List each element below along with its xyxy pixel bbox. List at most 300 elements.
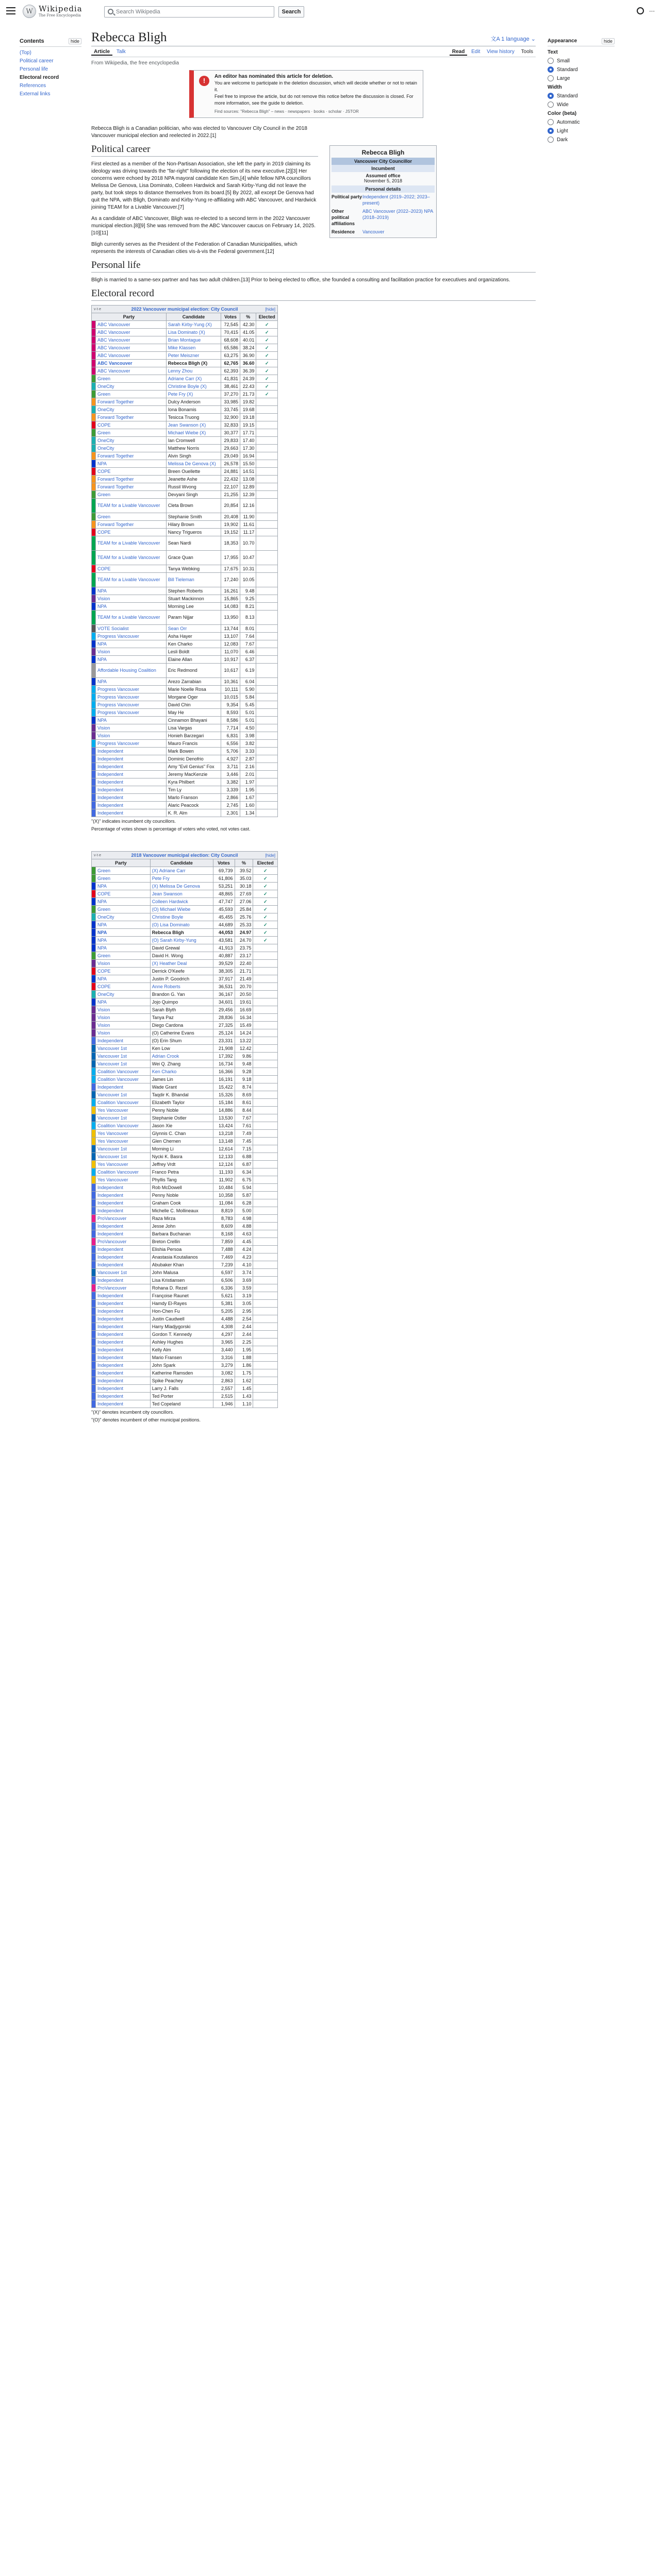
table-row	[92, 587, 278, 595]
party-cell[interactable]: Coalition Vancouver	[96, 1122, 151, 1130]
percent-cell: 21.71	[235, 968, 253, 975]
party-cell[interactable]: COPE	[96, 565, 167, 573]
table-row	[92, 664, 278, 678]
party-cell[interactable]: Independent	[96, 748, 167, 755]
party-cell[interactable]: Independent	[96, 1369, 151, 1377]
party-cell[interactable]: Independent	[96, 1362, 151, 1369]
votes-cell: 9,354	[221, 701, 240, 709]
elected-cell	[253, 1338, 278, 1346]
party-cell[interactable]: NPA	[96, 883, 151, 890]
candidate-cell[interactable]: Brian Montague	[166, 336, 221, 344]
candidate-cell: Ted Porter	[150, 1393, 213, 1400]
table-row	[92, 709, 278, 717]
party-cell[interactable]: Forward Together	[96, 452, 167, 460]
candidate-cell[interactable]: Jean Swanson (X)	[166, 421, 221, 429]
radio-text-large[interactable]	[548, 75, 615, 81]
candidate-cell[interactable]: Pete Fry	[150, 875, 213, 883]
radio-button[interactable]	[548, 93, 554, 99]
radio-button[interactable]	[548, 119, 554, 125]
table-row	[92, 944, 278, 952]
votes-cell: 7,469	[213, 1253, 235, 1261]
party-cell[interactable]: ABC Vancouver	[96, 367, 167, 375]
party-cell[interactable]: TEAM for a Livable Vancouver	[96, 499, 167, 513]
party-cell[interactable]: COPE	[96, 529, 167, 536]
elected-cell	[256, 460, 278, 468]
candidate-cell: Lisa Kristiansen	[150, 1277, 213, 1284]
elected-check-icon: ✓	[256, 367, 278, 375]
toc-item-top[interactable]: (Top)	[20, 50, 31, 56]
party-cell[interactable]: Independent	[96, 778, 167, 786]
candidate-cell[interactable]: Pete Fry (X)	[166, 391, 221, 398]
party-cell[interactable]: NPA	[96, 944, 151, 952]
party-cell[interactable]: Progress Vancouver	[96, 633, 167, 640]
party-cell[interactable]: Independent	[96, 1192, 151, 1199]
candidate-cell[interactable]: Lisa Dominato (X)	[166, 329, 221, 336]
percent-cell: 7.67	[235, 1114, 253, 1122]
party-cell[interactable]: OneCity	[96, 383, 167, 391]
party-cell[interactable]: Independent	[96, 1037, 151, 1045]
party-cell[interactable]: ABC Vancouver	[96, 360, 167, 367]
party-color-swatch	[92, 1354, 96, 1362]
elected-check-icon: ✓	[253, 906, 278, 913]
party-color-swatch	[92, 794, 96, 802]
percent-cell: 9.86	[235, 1053, 253, 1060]
party-color-swatch	[92, 375, 96, 383]
party-cell[interactable]: Independent	[96, 786, 167, 794]
party-cell[interactable]: Progress Vancouver	[96, 709, 167, 717]
tab-article[interactable]: Article	[91, 49, 112, 56]
party-cell[interactable]: COPE	[96, 983, 151, 991]
party-cell[interactable]: Vision	[96, 648, 167, 656]
party-cell[interactable]: Vision	[96, 1022, 151, 1029]
elected-cell	[256, 565, 278, 573]
tab-view-history[interactable]: View history	[487, 49, 515, 55]
candidate-cell: May He	[166, 709, 221, 717]
candidate-cell[interactable]: Sarah Kirby-Yung (X)	[166, 321, 221, 329]
party-cell[interactable]: Independent	[96, 771, 167, 778]
party-cell[interactable]: Independent	[96, 1385, 151, 1393]
percent-cell: 9.48	[235, 1060, 253, 1068]
elected-cell	[256, 437, 278, 445]
percent-cell: 5.84	[240, 693, 256, 701]
candidate-cell: Amy "Evil Genius" Fox	[166, 763, 221, 771]
party-cell[interactable]: Coalition Vancouver	[96, 1099, 151, 1107]
party-color-swatch	[92, 437, 96, 445]
percent-cell: 12.42	[235, 1045, 253, 1053]
party-color-swatch	[92, 664, 96, 678]
party-cell[interactable]: NPA	[96, 640, 167, 648]
party-cell[interactable]: Independent	[96, 755, 167, 763]
table-row	[92, 625, 278, 633]
radio-button[interactable]	[548, 101, 554, 108]
search-icon	[108, 9, 113, 14]
elected-cell	[256, 551, 278, 565]
elected-cell	[253, 1053, 278, 1060]
party-cell[interactable]: Vancouver 1st	[96, 1145, 151, 1153]
party-cell[interactable]: Independent	[96, 802, 167, 809]
party-cell[interactable]: ProVancouver	[96, 1284, 151, 1292]
party-cell[interactable]: Independent	[96, 1246, 151, 1253]
party-cell[interactable]: Independent	[96, 1400, 151, 1408]
party-cell[interactable]: Green	[96, 491, 167, 499]
votes-cell: 12,083	[221, 640, 240, 648]
radio-button[interactable]	[548, 137, 554, 143]
party-cell[interactable]: Vision	[96, 595, 167, 603]
party-cell[interactable]: ProVancouver	[96, 1238, 151, 1246]
percent-cell: 3.59	[235, 1284, 253, 1292]
party-cell[interactable]: Progress Vancouver	[96, 740, 167, 748]
party-cell[interactable]: Independent	[96, 1253, 151, 1261]
tab-tools[interactable]: Tools	[521, 49, 533, 55]
elected-cell	[253, 1083, 278, 1091]
party-cell[interactable]: COPE	[96, 890, 151, 898]
party-cell[interactable]: Green	[96, 375, 167, 383]
tab-edit[interactable]: Edit	[471, 49, 481, 55]
radio-button[interactable]	[548, 75, 554, 81]
candidate-cell[interactable]: (X) Melissa De Genova	[150, 883, 213, 890]
elected-check-icon: ✓	[253, 921, 278, 929]
user-icon[interactable]	[637, 7, 644, 14]
elected-cell	[256, 536, 278, 551]
party-cell[interactable]: Independent	[96, 1300, 151, 1308]
party-cell[interactable]: Yes Vancouver	[96, 1130, 151, 1138]
elected-cell	[253, 1176, 278, 1184]
party-cell[interactable]: Vancouver 1st	[96, 1269, 151, 1277]
candidate-cell[interactable]: Melissa De Genova (X)	[166, 460, 221, 468]
party-cell[interactable]: Progress Vancouver	[96, 686, 167, 693]
toc-hide-button[interactable]: hide	[69, 38, 81, 44]
party-cell[interactable]: NPA	[96, 975, 151, 983]
candidate-cell[interactable]: (O) Michael Wiebe	[150, 906, 213, 913]
candidate-cell: Jason Xie	[150, 1122, 213, 1130]
table-row	[92, 383, 278, 391]
party-cell[interactable]: NPA	[96, 937, 151, 944]
candidate-cell[interactable]: Anne Roberts	[150, 983, 213, 991]
party-cell[interactable]: Forward Together	[96, 414, 167, 421]
radio-width-wide[interactable]	[548, 101, 615, 108]
candidate-cell[interactable]: Christine Boyle	[150, 913, 213, 921]
percent-cell: 42.30	[240, 321, 256, 329]
elected-cell	[256, 529, 278, 536]
percent-cell: 7.45	[235, 1138, 253, 1145]
party-cell[interactable]: Vision	[96, 960, 151, 968]
party-cell[interactable]: Green	[96, 391, 167, 398]
party-cell[interactable]: Independent	[96, 1315, 151, 1323]
party-cell[interactable]: Vision	[96, 1014, 151, 1022]
party-cell[interactable]: Independent	[96, 1277, 151, 1284]
party-cell[interactable]: OneCity	[96, 437, 167, 445]
table-caption[interactable]: v·t·e 2018 Vancouver municipal election: City Council [hide]	[92, 852, 278, 859]
table-row	[92, 452, 278, 460]
party-cell[interactable]: Forward Together	[96, 398, 167, 406]
percent-cell: 21.73	[240, 391, 256, 398]
party-cell[interactable]: OneCity	[96, 913, 151, 921]
party-cell[interactable]: TEAM for a Livable Vancouver	[96, 611, 167, 625]
radio-text-small[interactable]	[548, 58, 615, 64]
party-cell[interactable]: Green	[96, 513, 167, 521]
party-cell[interactable]: Vision	[96, 732, 167, 740]
party-cell[interactable]: Independent	[96, 1331, 151, 1338]
elected-cell	[253, 960, 278, 968]
party-color-swatch	[92, 732, 96, 740]
radio-width-standard[interactable]	[548, 93, 615, 99]
table-row	[92, 763, 278, 771]
party-cell[interactable]: NPA	[96, 603, 167, 611]
party-color-swatch	[92, 709, 96, 717]
party-cell[interactable]: NPA	[96, 587, 167, 595]
toc-item-electoral-record[interactable]: Electoral record	[20, 75, 59, 80]
percent-cell: 10.05	[240, 573, 256, 587]
votes-cell: 62,393	[221, 367, 240, 375]
candidate-cell[interactable]: Colleen Hardwick	[150, 898, 213, 906]
party-cell[interactable]: Vision	[96, 1029, 151, 1037]
party-cell[interactable]: Independent	[96, 763, 167, 771]
candidate-cell: Grace Quan	[166, 551, 221, 565]
party-cell[interactable]: Forward Together	[96, 483, 167, 491]
search-input[interactable]	[104, 6, 274, 18]
percent-cell: 2.87	[240, 755, 256, 763]
candidate-cell[interactable]: Mike Klassen	[166, 344, 221, 352]
party-cell[interactable]: Independent	[96, 794, 167, 802]
party-cell[interactable]: ABC Vancouver	[96, 336, 167, 344]
tab-read[interactable]: Read	[450, 49, 467, 56]
votes-cell: 13,424	[213, 1122, 235, 1130]
party-cell[interactable]: NPA	[96, 898, 151, 906]
party-cell[interactable]: Coalition Vancouver	[96, 1076, 151, 1083]
candidate-cell[interactable]: Sean Orr	[166, 625, 221, 633]
party-cell[interactable]: Independent	[96, 809, 167, 817]
party-cell[interactable]: Yes Vancouver	[96, 1107, 151, 1114]
candidate-cell[interactable]: Adrian Crook	[150, 1053, 213, 1060]
candidate-cell[interactable]: Ken Charko	[150, 1068, 213, 1076]
party-cell[interactable]: TEAM for a Livable Vancouver	[96, 536, 167, 551]
radio-label: Dark	[557, 137, 568, 143]
candidate-cell: Barbara Buchanan	[150, 1230, 213, 1238]
party-cell[interactable]: NPA	[96, 656, 167, 664]
party-cell[interactable]: Vancouver 1st	[96, 1053, 151, 1060]
party-cell[interactable]: Independent	[96, 1292, 151, 1300]
party-cell[interactable]: ABC Vancouver	[96, 329, 167, 336]
party-cell[interactable]: Vancouver 1st	[96, 1114, 151, 1122]
table-row	[92, 491, 278, 499]
party-cell[interactable]: TEAM for a Livable Vancouver	[96, 573, 167, 587]
candidate-cell[interactable]: (O) Sarah Kirby-Yung	[150, 937, 213, 944]
main-menu-icon[interactable]	[6, 7, 15, 14]
party-cell[interactable]: Coalition Vancouver	[96, 1068, 151, 1076]
votes-cell: 25,124	[213, 1029, 235, 1037]
infobox-office[interactable]: Vancouver City Councillor	[332, 158, 435, 165]
votes-cell: 37,917	[213, 975, 235, 983]
party-cell[interactable]: Vancouver 1st	[96, 1153, 151, 1161]
party-cell[interactable]: Green	[96, 429, 167, 437]
party-cell[interactable]: Independent	[96, 1393, 151, 1400]
party-cell[interactable]: Green	[96, 875, 151, 883]
candidate-cell[interactable]: (X) Adriane Carr	[150, 867, 213, 875]
party-cell[interactable]: NPA	[96, 717, 167, 724]
candidate-cell[interactable]: Bill Tieleman	[166, 573, 221, 587]
party-cell[interactable]: Independent	[96, 1223, 151, 1230]
percent-cell: 25.76	[235, 913, 253, 921]
radio-text-standard[interactable]	[548, 66, 615, 73]
table-caption[interactable]: v·t·e 2022 Vancouver municipal election: City Council [hide]	[92, 306, 278, 313]
radio-button[interactable]	[548, 66, 554, 73]
party-cell[interactable]: Independent	[96, 1346, 151, 1354]
toc-item-references[interactable]: References	[20, 83, 46, 89]
elected-cell	[256, 778, 278, 786]
party-cell[interactable]: Independent	[96, 1354, 151, 1362]
party-cell[interactable]: Vancouver 1st	[96, 1045, 151, 1053]
table-row	[92, 573, 278, 587]
toc-item-external-links[interactable]: External links	[20, 91, 51, 97]
party-cell[interactable]: Coalition Vancouver	[96, 1168, 151, 1176]
elected-cell	[253, 1385, 278, 1393]
party-cell[interactable]: ABC Vancouver	[96, 321, 167, 329]
party-cell[interactable]: COPE	[96, 468, 167, 476]
candidate-cell: Rohana D. Rezel	[150, 1284, 213, 1292]
votes-cell: 29,663	[221, 445, 240, 452]
party-cell[interactable]: Independent	[96, 1083, 151, 1091]
personal-paragraph: Bligh is married to a same-sex partner and has two adult children.[13] Prior to being elected to office, she founded a consulting and facilitation practice for executives and organizations.	[91, 277, 510, 283]
party-cell[interactable]: Independent	[96, 1207, 151, 1215]
party-cell[interactable]: COPE	[96, 421, 167, 429]
party-cell[interactable]: Vision	[96, 1006, 151, 1014]
toc-item-political-career[interactable]: Political career	[20, 58, 54, 64]
votes-cell: 10,358	[213, 1192, 235, 1199]
party-cell[interactable]: Forward Together	[96, 521, 167, 529]
party-cell[interactable]: COPE	[96, 968, 151, 975]
party-cell[interactable]: ABC Vancouver	[96, 344, 167, 352]
percent-cell: 3.05	[235, 1300, 253, 1308]
party-cell[interactable]: OneCity	[96, 406, 167, 414]
search-button[interactable]: Search	[278, 6, 304, 18]
party-cell[interactable]: NPA	[96, 998, 151, 1006]
party-cell[interactable]: Vision	[96, 724, 167, 732]
party-cell[interactable]: Yes Vancouver	[96, 1161, 151, 1168]
radio-button[interactable]	[548, 128, 554, 134]
votes-cell: 10,917	[221, 656, 240, 664]
elected-cell	[256, 406, 278, 414]
party-color-swatch	[92, 983, 96, 991]
percent-cell: 5.00	[235, 1207, 253, 1215]
party-cell[interactable]: Vancouver 1st	[96, 1060, 151, 1068]
party-cell[interactable]: VOTE Socialist	[96, 625, 167, 633]
percent-cell: 5.87	[235, 1192, 253, 1199]
votes-cell: 61,806	[213, 875, 235, 883]
percent-cell: 24.70	[235, 937, 253, 944]
appearance-hide-button[interactable]: hide	[602, 38, 615, 44]
candidate-cell[interactable]: (X) Heather Deal	[150, 960, 213, 968]
wikipedia-logo[interactable]	[23, 5, 82, 18]
party-color-swatch	[92, 625, 96, 633]
party-cell[interactable]: NPA	[96, 929, 151, 937]
candidate-cell: Sarah Blyth	[150, 1006, 213, 1014]
party-cell[interactable]: Green	[96, 952, 151, 960]
party-cell[interactable]: Independent	[96, 1230, 151, 1238]
elected-cell	[256, 445, 278, 452]
candidate-cell: Alaric Peacock	[166, 802, 221, 809]
radio-color-light[interactable]	[548, 128, 615, 134]
elected-check-icon: ✓	[256, 336, 278, 344]
candidate-cell: Ashley Hughes	[150, 1338, 213, 1346]
infobox	[329, 145, 437, 238]
party-cell[interactable]: TEAM for a Livable Vancouver	[96, 551, 167, 565]
party-cell[interactable]: Independent	[96, 1261, 151, 1269]
party-cell[interactable]: ABC Vancouver	[96, 352, 167, 360]
votes-cell: 3,339	[221, 786, 240, 794]
party-cell[interactable]: Independent	[96, 1323, 151, 1331]
party-cell[interactable]: Green	[96, 906, 151, 913]
percent-cell: 24.97	[235, 929, 253, 937]
percent-cell: 5.01	[240, 717, 256, 724]
find-sources[interactable]: Find sources: "Rebecca Bligh" – news · newspapers · books · scholar · JSTOR	[214, 109, 359, 114]
percent-cell: 6.34	[235, 1168, 253, 1176]
warning-icon: !	[199, 76, 209, 86]
toc-item-personal-life[interactable]: Personal life	[20, 66, 48, 72]
party-cell[interactable]: Yes Vancouver	[96, 1176, 151, 1184]
radio-color-dark[interactable]	[548, 137, 615, 143]
candidate-cell: Mario Fransen	[150, 1354, 213, 1362]
party-cell[interactable]: OneCity	[96, 991, 151, 998]
votes-cell: 10,361	[221, 678, 240, 686]
candidate-cell: John Malusa	[150, 1269, 213, 1277]
votes-cell: 2,557	[213, 1385, 235, 1393]
party-cell[interactable]: Progress Vancouver	[96, 701, 167, 709]
table-row	[92, 391, 278, 398]
party-cell[interactable]: Yes Vancouver	[96, 1138, 151, 1145]
party-cell[interactable]: NPA	[96, 678, 167, 686]
party-cell[interactable]: Forward Together	[96, 476, 167, 483]
candidate-cell[interactable]: Christine Boyle (X)	[166, 383, 221, 391]
elected-cell	[253, 1199, 278, 1207]
party-cell[interactable]: Vancouver 1st	[96, 1091, 151, 1099]
table-row	[92, 483, 278, 491]
votes-cell: 44,053	[213, 929, 235, 937]
col-party: Party	[92, 859, 151, 867]
language-button[interactable]: 文A 1 language ⌄	[490, 36, 536, 42]
party-cell[interactable]: ProVancouver	[96, 1215, 151, 1223]
party-cell[interactable]: Independent	[96, 1377, 151, 1385]
votes-cell: 17,392	[213, 1053, 235, 1060]
candidate-cell[interactable]: (O) Lisa Dominato	[150, 921, 213, 929]
candidate-cell[interactable]: Adriane Carr (X)	[166, 375, 221, 383]
party-cell[interactable]: Independent	[96, 1338, 151, 1346]
party-color-swatch	[92, 1215, 96, 1223]
party-cell[interactable]: NPA	[96, 460, 167, 468]
candidate-cell[interactable]: Lenny Zhou	[166, 367, 221, 375]
party-cell[interactable]: Progress Vancouver	[96, 693, 167, 701]
candidate-cell[interactable]: Michael Wiebe (X)	[166, 429, 221, 437]
candidate-cell[interactable]: Peter Meiszner	[166, 352, 221, 360]
party-cell[interactable]: NPA	[96, 921, 151, 929]
party-cell[interactable]: OneCity	[96, 445, 167, 452]
party-cell[interactable]: Independent	[96, 1199, 151, 1207]
party-cell[interactable]: Green	[96, 867, 151, 875]
party-cell[interactable]: Affordable Housing Coalition	[96, 664, 167, 678]
table-row	[92, 536, 278, 551]
radio-color-automatic[interactable]	[548, 119, 615, 125]
party-cell[interactable]: Independent	[96, 1184, 151, 1192]
votes-cell: 16,191	[213, 1076, 235, 1083]
votes-cell: 29,456	[213, 1006, 235, 1014]
radio-button[interactable]	[548, 58, 554, 64]
more-icon[interactable]: ⋯	[649, 8, 655, 14]
table-row	[92, 344, 278, 352]
candidate-cell: Dominic Denofrio	[166, 755, 221, 763]
candidate-cell[interactable]: Jean Swanson	[150, 890, 213, 898]
candidate-cell: Wade Grant	[150, 1083, 213, 1091]
tab-talk[interactable]: Talk	[116, 49, 126, 55]
party-cell[interactable]: Independent	[96, 1308, 151, 1315]
